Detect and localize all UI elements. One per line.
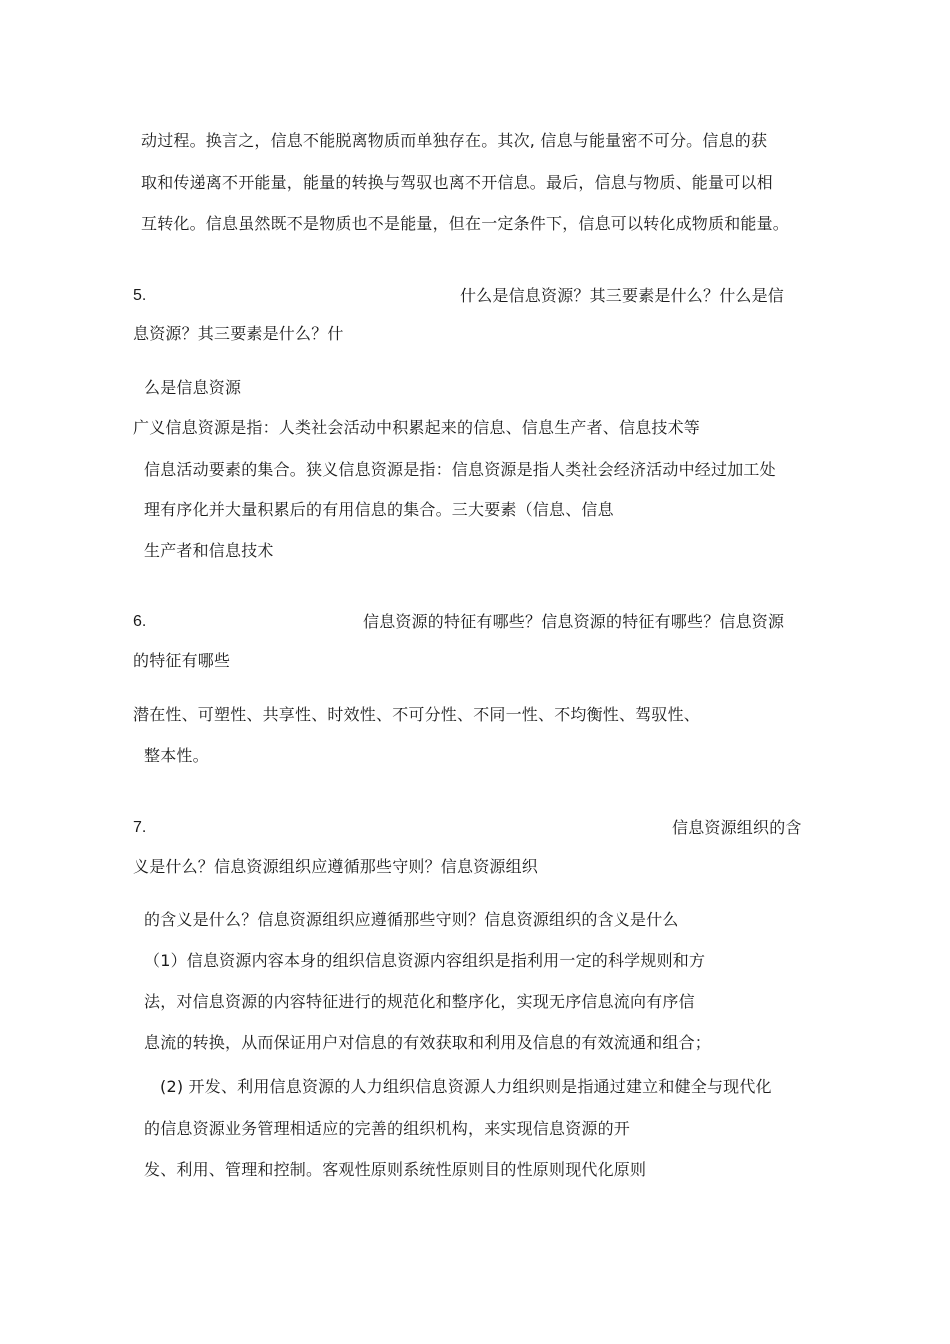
question-5-answer-line-1: 广义信息资源是指：人类社会活动中积累起来的信息、信息生产者、信息技术等 [133,418,701,437]
intro-line-1: 动过程。换言之，信息不能脱离物质而单独存在。其次, 信息与能量密不可分。信息的获 [141,131,768,150]
question-7-answer-line-5: 的信息资源业务管理相适应的完善的组织机构，来实现信息资源的开 [144,1119,631,1138]
question-7-title-line-1: 信息资源组织的含 [672,818,802,837]
intro-line-3: 互转化。信息虽然既不是物质也不是能量，但在一定条件下，信息可以转化成物质和能量。 [141,214,790,233]
intro-line-2: 取和传递离不开能量，能量的转换与驾驭也离不开信息。最后，信息与物质、能量可以相 [141,173,773,192]
question-7-title-line-2: 义是什么？信息资源组织应遵循那些守则？信息资源组织 [133,857,539,876]
question-6-number: 6. [133,613,147,630]
question-7-answer-line-2: 法，对信息资源的内容特征进行的规范化和整序化，实现无序信息流向有序信 [144,992,695,1011]
question-6-answer-line-1: 潜在性、可塑性、共享性、时效性、不可分性、不同一性、不均衡性、驾驭性、 [133,705,701,724]
question-7-answer-line-1: （1）信息资源内容本身的组织信息资源内容组织是指利用一定的科学规则和方 [144,951,706,970]
question-7-title-line-3: 的含义是什么？信息资源组织应遵循那些守则？信息资源组织的含义是什么 [144,910,679,929]
question-5-answer-line-3: 理有序化并大量积累后的有用信息的集合。三大要素（信息、信息 [144,500,614,519]
question-5-answer-line-4: 生产者和信息技术 [144,541,274,560]
question-5-title-line-3: 么是信息资源 [144,378,242,397]
question-7-answer-line-6: 发、利用、管理和控制。客观性原则系统性原则目的性原则现代化原则 [144,1160,647,1179]
question-6-answer-line-2: 整本性。 [144,746,209,765]
question-5-answer-line-2: 信息活动要素的集合。狭义信息资源是指：信息资源是指人类社会经济活动中经过加工处 [144,460,776,479]
question-5-number: 5. [133,287,147,304]
question-7-answer-line-4: (2) 开发、利用信息资源的人力组织信息资源人力组织则是指通过建立和健全与现代化 [160,1077,772,1096]
question-7-answer-line-3: 息流的转换，从而保证用户对信息的有效获取和利用及信息的有效流通和组合； [144,1033,712,1052]
question-7-number: 7. [133,819,147,836]
question-6-title-line-1: 信息资源的特征有哪些？信息资源的特征有哪些？信息资源 [363,612,785,631]
question-6-title-line-2: 的特征有哪些 [133,651,231,670]
question-5-title-line-2: 息资源？其三要素是什么？什 [133,324,344,343]
question-5-title-line-1: 什么是信息资源？其三要素是什么？什么是信 [460,286,785,305]
